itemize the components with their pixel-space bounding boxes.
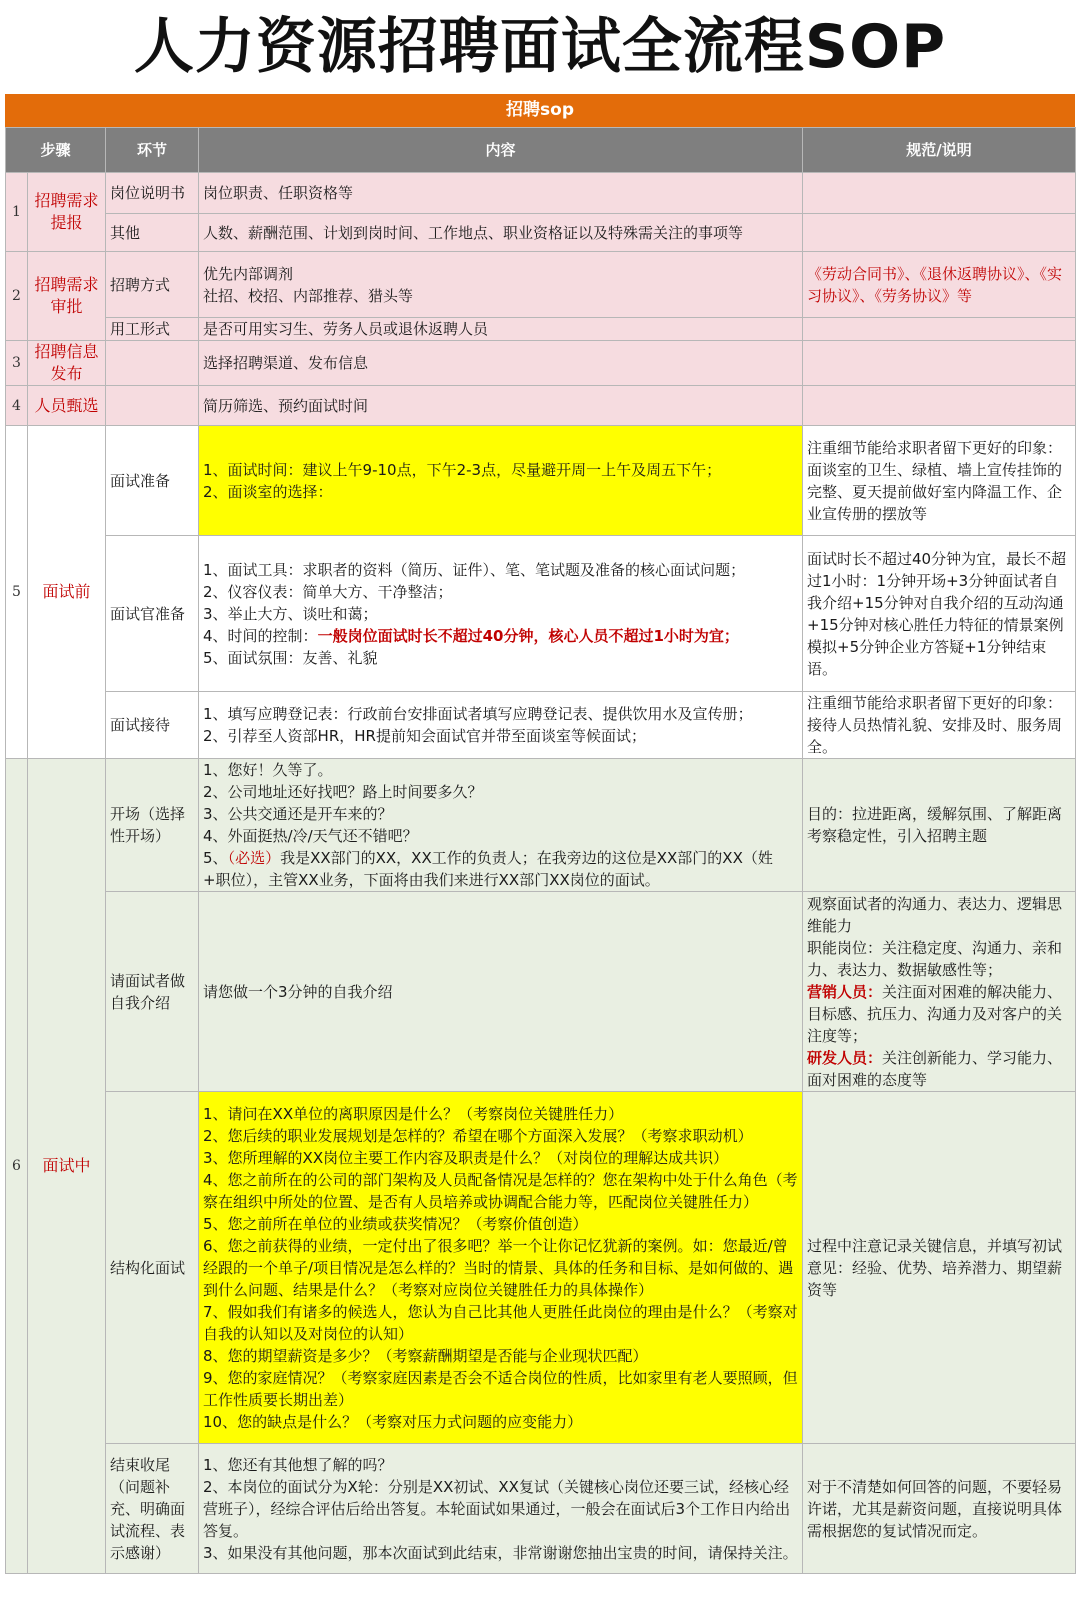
note-text: 关注面对困难的解决能力、目标感、抗压力、沟通力及对客户的关注度等； (807, 982, 1063, 1045)
content-line: 2、本岗位的面试分为X轮：分别是XX初试、XX复试（关键核心岗位还要三试，经核心经营班子），经综合评估后给出答复。本轮面试如果通过，一般会在面试后3个工作日内给出答复。 (203, 1477, 791, 1540)
content-line: 2、面谈室的选择： (203, 482, 333, 501)
note-cell: 过程中注意记录关键信息，并填写初试意见：经验、优势、培养潜力、期望薪资等 (803, 1092, 1076, 1444)
step-number: 3 (6, 341, 28, 386)
table-row (6, 252, 1076, 318)
question-line: 10、您的缺点是什么？（考察对压力式问题的应变能力） (203, 1412, 583, 1431)
step-number: 2 (6, 252, 28, 341)
step-number: 6 (6, 759, 28, 1574)
content-cell (199, 1444, 803, 1574)
content-cell: 选择招聘渠道、发布信息 (199, 341, 803, 386)
question-line: 4、您之前所在的公司的部门架构及人员配备情况是怎样的？您在架构中处于什么角色（考察在组织中所处的位置、是否有人员培养或协调配合能力等，匹配岗位关键胜任力） (203, 1170, 798, 1211)
note-cell: 注重细节能给求职者留下更好的印象：接待人员热情礼貌、安排及时、服务周全。 (803, 692, 1076, 759)
content-cell (199, 759, 803, 892)
table-row (6, 318, 1076, 341)
question-line: 9、您的家庭情况？（考察家庭因素是否会不适合岗位的性质，比如家里有老人要照顾，但工作性质要长期出差） (203, 1368, 798, 1409)
table-row (6, 759, 1076, 892)
content-line: 3、公共交通还是开车来的？ (203, 805, 393, 823)
note-cell (803, 386, 1076, 426)
step-number: 5 (6, 426, 28, 759)
note-cell: 对于不清楚如何回答的问题，不要轻易许诺，尤其是薪资问题，直接说明具体需根据您的复试情况而定。 (803, 1444, 1076, 1574)
table-row (6, 341, 1076, 386)
note-cell: 《劳动合同书》、《退休返聘协议》、《实习协议》、《劳务协议》等 (803, 252, 1076, 318)
note-line: 职能岗位：关注稳定度、沟通力、亲和力、表达力、数据敏感性等； (807, 938, 1063, 979)
content-cell: 是否可用实习生、劳务人员或退休返聘人员 (199, 318, 803, 341)
question-line: 2、您后续的职业发展规划是怎样的？希望在哪个方面深入发展？（考察求职动机） (203, 1126, 753, 1145)
question-line: 5、您之前所在单位的业绩或获奖情况？（考察价值创造） (203, 1214, 588, 1233)
link-cell: 其他 (106, 214, 199, 252)
note-text: 关注创新能力、学习能力、面对困难的态度等 (807, 1048, 1063, 1089)
note-cell (803, 892, 1076, 1092)
content-line: 1、您好！久等了。 (203, 761, 333, 779)
header-link: 环节 (106, 128, 199, 173)
link-cell: 招聘方式 (106, 252, 199, 318)
link-cell: 面试官准备 (106, 536, 199, 692)
note-cell (803, 318, 1076, 341)
content-line (203, 625, 798, 647)
content-cell (199, 426, 803, 536)
note-cell: 面试时长不超过40分钟为宜，最长不超过1小时：1分钟开场+3分钟面试者自我介绍+15分钟对自我介绍的互动沟通+15分钟对核心胜任力特征的情景案例模拟+5分钟企业方答疑+1分钟结束语。 (803, 536, 1076, 692)
content-line (203, 847, 798, 891)
highlight-text: 一般岗位面试时长不超过40分钟，核心人员不超过1小时为宜； (317, 626, 739, 645)
question-line: 8、您的期望薪资是多少？（考察薪酬期望是否能与企业现状匹配） (203, 1346, 648, 1365)
content-line: 4、外面挺热/冷/天气还不错吧？ (203, 827, 418, 845)
content-line: 社招、校招、内部推荐、猎头等 (203, 286, 414, 305)
content-line: 1、面试工具：求职者的资料（简历、证件）、笔、笔试题及准备的核心面试问题； (203, 560, 746, 579)
note-line (807, 981, 1071, 1047)
header-note: 规范/说明 (803, 128, 1076, 173)
table-row (6, 892, 1076, 1092)
content-line: 1、您还有其他想了解的吗？ (203, 1455, 393, 1474)
content-line: 1、面试时间：建议上午9-10点，下午2-3点，尽量避开周一上午及周五下午； (203, 460, 722, 479)
link-cell: 面试准备 (106, 426, 199, 536)
required-tag: （必选） (227, 849, 281, 867)
link-cell: 用工形式 (106, 318, 199, 341)
note-label: 研发人员： (807, 1048, 883, 1067)
link-cell: 开场（选择性开场） (106, 759, 199, 892)
header-content: 内容 (199, 128, 803, 173)
question-line: 6、您之前获得的业绩，一定付出了很多吧？举一个让你记忆犹新的案例。如：您最近/曾经跟的一个单子/项目情况是怎么样的？当时的情景、具体的任务和目标、是如何做的、遇到什么问题、结果是什么？（考察对应岗位关键胜任力的具体操作） (203, 1236, 794, 1299)
content-line: 3、如果没有其他问题，那本次面试到此结束，非常谢谢您抽出宝贵的时间，请保持关注。 (203, 1543, 798, 1562)
content-cell (199, 536, 803, 692)
content-cell (199, 692, 803, 759)
note-cell: 目的：拉进距离，缓解氛围、了解距离考察稳定性，引入招聘主题 (803, 759, 1076, 892)
page-title: 人力资源招聘面试全流程SOP (133, 12, 947, 82)
content-cell: 人数、薪酬范围、计划到岗时间、工作地点、职业资格证以及特殊需关注的事项等 (199, 214, 803, 252)
step-stage: 面试中 (28, 759, 106, 1574)
content-cell: 简历筛选、预约面试时间 (199, 386, 803, 426)
content-line: 2、引荐至人资部HR，HR提前知会面试官并带至面谈室等候面试； (203, 727, 646, 745)
question-line: 7、假如我们有诸多的候选人，您认为自己比其他人更胜任此岗位的理由是什么？（考察对自我的认知以及对岗位的认知） (203, 1302, 798, 1343)
note-line (807, 1047, 1071, 1091)
link-cell: 岗位说明书 (106, 173, 199, 214)
link-cell: 请面试者做自我介绍 (106, 892, 199, 1092)
content-line: 2、仪容仪表：简单大方、干净整洁； (203, 582, 453, 601)
table-row (6, 214, 1076, 252)
content-text: 5、 (203, 849, 228, 867)
content-cell: 请您做一个3分钟的自我介绍 (199, 892, 803, 1092)
header-step: 步骤 (6, 128, 106, 173)
note-cell (803, 173, 1076, 214)
link-cell (106, 341, 199, 386)
note-label: 营销人员： (807, 982, 883, 1001)
content-text: 4、时间的控制： (203, 626, 318, 645)
step-stage: 招聘信息发布 (28, 341, 106, 386)
sop-page (5, 0, 1075, 1599)
content-line: 优先内部调剂 (203, 264, 294, 283)
link-cell: 结构化面试 (106, 1092, 199, 1444)
note-cell (803, 341, 1076, 386)
table-row (6, 426, 1076, 536)
step-number: 4 (6, 386, 28, 426)
step-number: 1 (6, 173, 28, 252)
table-row (6, 692, 1076, 759)
content-cell: 岗位职责、任职资格等 (199, 173, 803, 214)
table-row (6, 1444, 1076, 1574)
question-line: 3、您所理解的XX岗位主要工作内容及职责是什么？（对岗位的理解达成共识） (203, 1148, 729, 1167)
content-text: 我是XX部门的XX，XX工作的负责人；在我旁边的这位是XX部门的XX（姓+职位），主管XX业务，下面将由我们来进行XX部门XX岗位的面试。 (203, 849, 773, 889)
content-cell (199, 252, 803, 318)
content-cell (199, 1092, 803, 1444)
content-line: 2、公司地址还好找吧？路上时间要多久？ (203, 783, 483, 801)
table-row (6, 386, 1076, 426)
link-cell: 结束收尾（问题补充、明确面试流程、表示感谢） (106, 1444, 199, 1574)
content-line: 3、举止大方、谈吐和蔼； (203, 604, 378, 623)
table-row (6, 1092, 1076, 1444)
table-row (6, 173, 1076, 214)
link-cell (106, 386, 199, 426)
note-cell (803, 214, 1076, 252)
table-header (6, 128, 1076, 173)
note-cell: 注重细节能给求职者留下更好的印象：面谈室的卫生、绿植、墙上宣传挂饰的完整、夏天提前做好室内降温工作、企业宣传册的摆放等 (803, 426, 1076, 536)
section-banner: 招聘sop (5, 94, 1075, 127)
link-cell: 面试接待 (106, 692, 199, 759)
content-line: 5、面试氛围：友善、礼貌 (203, 648, 378, 667)
sop-table (5, 127, 1076, 1574)
step-stage: 面试前 (28, 426, 106, 759)
content-line: 1、填写应聘登记表：行政前台安排面试者填写应聘登记表、提供饮用水及宣传册； (203, 705, 753, 723)
question-line: 1、请问在XX单位的离职原因是什么？（考察岗位关键胜任力） (203, 1104, 624, 1123)
note-line: 观察面试者的沟通力、表达力、逻辑思维能力 (807, 894, 1063, 935)
step-stage: 招聘需求提报 (28, 173, 106, 252)
step-stage: 人员甄选 (28, 386, 106, 426)
step-stage: 招聘需求审批 (28, 252, 106, 341)
table-row (6, 536, 1076, 692)
